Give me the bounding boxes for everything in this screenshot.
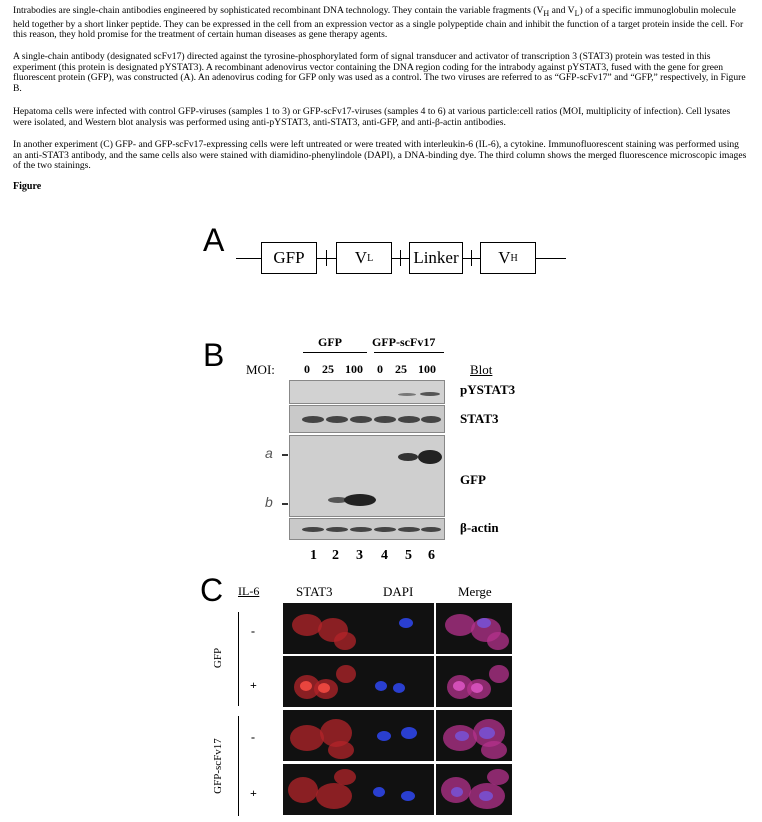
cell-nucleus bbox=[373, 787, 385, 797]
panel-c-letter: C bbox=[200, 572, 224, 608]
blot-band bbox=[326, 416, 348, 423]
cell-body bbox=[334, 769, 356, 785]
column-label-merge: Merge bbox=[458, 584, 492, 599]
lane-number: 1 bbox=[310, 548, 317, 563]
micrograph-stat3 bbox=[283, 656, 359, 707]
linker-box bbox=[409, 242, 463, 274]
cell-nucleus bbox=[451, 787, 463, 797]
moi-value: 0 bbox=[377, 362, 383, 376]
blot-header: Blot bbox=[470, 362, 493, 377]
micrograph-dapi bbox=[358, 710, 434, 761]
vh-box-label: V bbox=[498, 248, 511, 267]
immunofluorescence-paragraph: In another experiment (C) GFP- and GFP-scFv17-expressing cells were left untreated or were treated with interleukin-6 (IL-6), a cytokine. Immunofluorescent staining was performed using an anti-STAT3 antibody, and the same cells also were stained with diamidino-phenylindole (DAPI), a DNA-binding dye. The third column shows the merged fluorescence microscopic images of the two stainings. bbox=[13, 139, 747, 172]
vh-box bbox=[480, 242, 536, 274]
cell-nucleus bbox=[399, 618, 413, 628]
blot-label-pystat3: pYSTAT3 bbox=[460, 382, 516, 397]
group-scfv-underline bbox=[374, 352, 444, 353]
panel-b-letter: B bbox=[203, 337, 225, 373]
blot-strip-pystat3 bbox=[289, 380, 445, 404]
treatment-sign: + bbox=[250, 678, 257, 692]
cell-body bbox=[487, 769, 509, 785]
lane-number: 4 bbox=[381, 548, 388, 563]
marker-b: b bbox=[265, 494, 273, 510]
cell-body bbox=[336, 665, 356, 683]
treatment-sign: - bbox=[251, 730, 255, 744]
micrograph-merge bbox=[436, 603, 512, 654]
cell-nucleus bbox=[471, 683, 483, 693]
row-group-gfp: GFP bbox=[212, 647, 225, 669]
micrograph-dapi bbox=[358, 764, 434, 815]
column-label-dapi: DAPI bbox=[383, 584, 414, 599]
moi-value: 25 bbox=[395, 362, 407, 376]
linker-box-label: Linker bbox=[413, 248, 459, 267]
blot-band bbox=[398, 393, 416, 396]
cell-nucleus bbox=[453, 681, 465, 691]
il6-label: IL-6 bbox=[238, 584, 260, 598]
cell-nucleus bbox=[479, 791, 493, 801]
row-group-scfv: GFP-scFv17 bbox=[211, 738, 224, 794]
micrograph-merge bbox=[436, 764, 512, 815]
group-gfp-label: GFP bbox=[318, 335, 342, 349]
moi-label: MOI: bbox=[246, 362, 275, 377]
cell-body bbox=[489, 665, 509, 683]
blot-band bbox=[302, 416, 324, 423]
row-group-gfp-line bbox=[238, 612, 239, 706]
lane-number: 5 bbox=[405, 548, 412, 563]
micrograph-dapi bbox=[358, 603, 434, 654]
cell-nucleus bbox=[477, 618, 491, 628]
moi-value: 0 bbox=[304, 362, 310, 376]
group-scfv-label: GFP-scFv17 bbox=[372, 335, 436, 349]
blot-strip-stat3 bbox=[289, 405, 445, 433]
blot-band bbox=[421, 527, 441, 532]
cell-body bbox=[316, 783, 352, 809]
cell-body bbox=[290, 725, 324, 751]
cell-body bbox=[328, 741, 354, 759]
micrograph-merge bbox=[436, 656, 512, 707]
cell-nucleus bbox=[455, 731, 469, 741]
blot-band bbox=[420, 392, 440, 396]
blot-band bbox=[302, 527, 324, 532]
blot-band-fusion bbox=[418, 450, 442, 464]
vl-box-label: V bbox=[354, 248, 368, 267]
blot-band bbox=[398, 416, 420, 423]
moi-value: 100 bbox=[345, 362, 363, 376]
panel-a-letter: A bbox=[203, 222, 225, 258]
connector-tick bbox=[326, 250, 327, 266]
connector-tick bbox=[400, 250, 401, 266]
blot-band-gfp bbox=[344, 494, 376, 506]
lane-number: 3 bbox=[356, 548, 363, 563]
vl-subscript: L bbox=[367, 252, 374, 264]
cell-body bbox=[288, 777, 318, 803]
moi-value: 100 bbox=[418, 362, 436, 376]
micrograph-stat3 bbox=[283, 603, 359, 654]
blot-strip-beta-actin bbox=[289, 518, 445, 540]
vh-subscript: H bbox=[510, 252, 518, 264]
blot-band-fusion bbox=[398, 453, 418, 461]
blot-band bbox=[374, 527, 396, 532]
cell-body bbox=[481, 741, 507, 759]
cell-body bbox=[487, 632, 509, 650]
group-gfp-underline bbox=[303, 352, 367, 353]
moi-value: 25 bbox=[322, 362, 334, 376]
row-group-scfv-line bbox=[238, 716, 239, 816]
intro-paragraph: Intrabodies are single-chain antibodies engineered by sophisticated recombinant DNA technology. They contain the variable fragments ($V_H$ and $V_L$) of a specific immunoglobulin molecule held together by a short linker peptide. They can be expressed in the cell from an expression vector as a single polypeptide chain and inhibit the function of a target protein inside the cell. For this reason, they hold promise for the treatment of certain human diseases as gene therapy agents. bbox=[13, 5, 744, 41]
cell-nucleus bbox=[300, 681, 312, 691]
western-blot-paragraph: Hepatoma cells were infected with control GFP-viruses (samples 1 to 3) or GFP-scFv17-viruses (samples 4 to 6) at various particle:cell ratios (MOI, multiplicity of infection). Cell lysates were isolated, and Western blot analysis was performed using anti-pYSTAT3, anti-STAT3, anti-GFP, and anti-β-actin antibodies. bbox=[13, 106, 731, 128]
lane-number: 6 bbox=[428, 548, 435, 563]
treatment-sign: - bbox=[251, 624, 255, 638]
micrograph-stat3 bbox=[283, 710, 359, 761]
treatment-sign: + bbox=[250, 786, 257, 800]
gfp-box-label: GFP bbox=[273, 248, 305, 267]
cell-nucleus bbox=[401, 727, 417, 739]
vl-box bbox=[336, 242, 392, 274]
column-label-stat3: STAT3 bbox=[296, 584, 333, 599]
gfp-box bbox=[261, 242, 317, 274]
marker-a-tick bbox=[282, 454, 288, 456]
lane-number: 2 bbox=[332, 548, 339, 563]
blot-band bbox=[350, 416, 372, 423]
cell-body bbox=[334, 632, 356, 650]
cell-nucleus bbox=[318, 683, 330, 693]
cell-nucleus bbox=[479, 727, 495, 739]
cell-nucleus bbox=[375, 681, 387, 691]
blot-label-beta-actin: β-actin bbox=[460, 520, 499, 535]
connector-tick bbox=[471, 250, 472, 266]
marker-a: a bbox=[265, 445, 273, 461]
blot-band bbox=[374, 416, 396, 423]
micrograph-dapi bbox=[358, 656, 434, 707]
micrograph-stat3 bbox=[283, 764, 359, 815]
blot-label-gfp: GFP bbox=[460, 472, 486, 487]
experiment-paragraph: A single-chain antibody (designated scFv17) directed against the tyrosine-phosphorylated form of signal transducer and activator of transcription 3 (STAT3) protein was tested in this experiment (this protein is designated pYSTAT3). A recombinant adenovirus vector containing the DNA region coding for the intrabody against pYSTAT3, fused with the gene for green fluorescent protein (GFP), was constructed (A). An adenovirus coding for GFP only was used as a control. The two viruses are referred to as “GFP-scFv17” and “GFP,” respectively, in Figure B. bbox=[13, 51, 746, 94]
blot-strip-gfp bbox=[289, 435, 445, 517]
marker-b-tick bbox=[282, 503, 288, 505]
blot-band bbox=[350, 527, 372, 532]
blot-band bbox=[421, 416, 441, 423]
blot-band bbox=[326, 527, 348, 532]
cell-nucleus bbox=[377, 731, 391, 741]
blot-label-stat3: STAT3 bbox=[460, 411, 499, 426]
cell-nucleus bbox=[393, 683, 405, 693]
cell-nucleus bbox=[401, 791, 415, 801]
blot-band bbox=[398, 527, 420, 532]
figure-heading: Figure bbox=[13, 181, 42, 192]
micrograph-merge bbox=[436, 710, 512, 761]
